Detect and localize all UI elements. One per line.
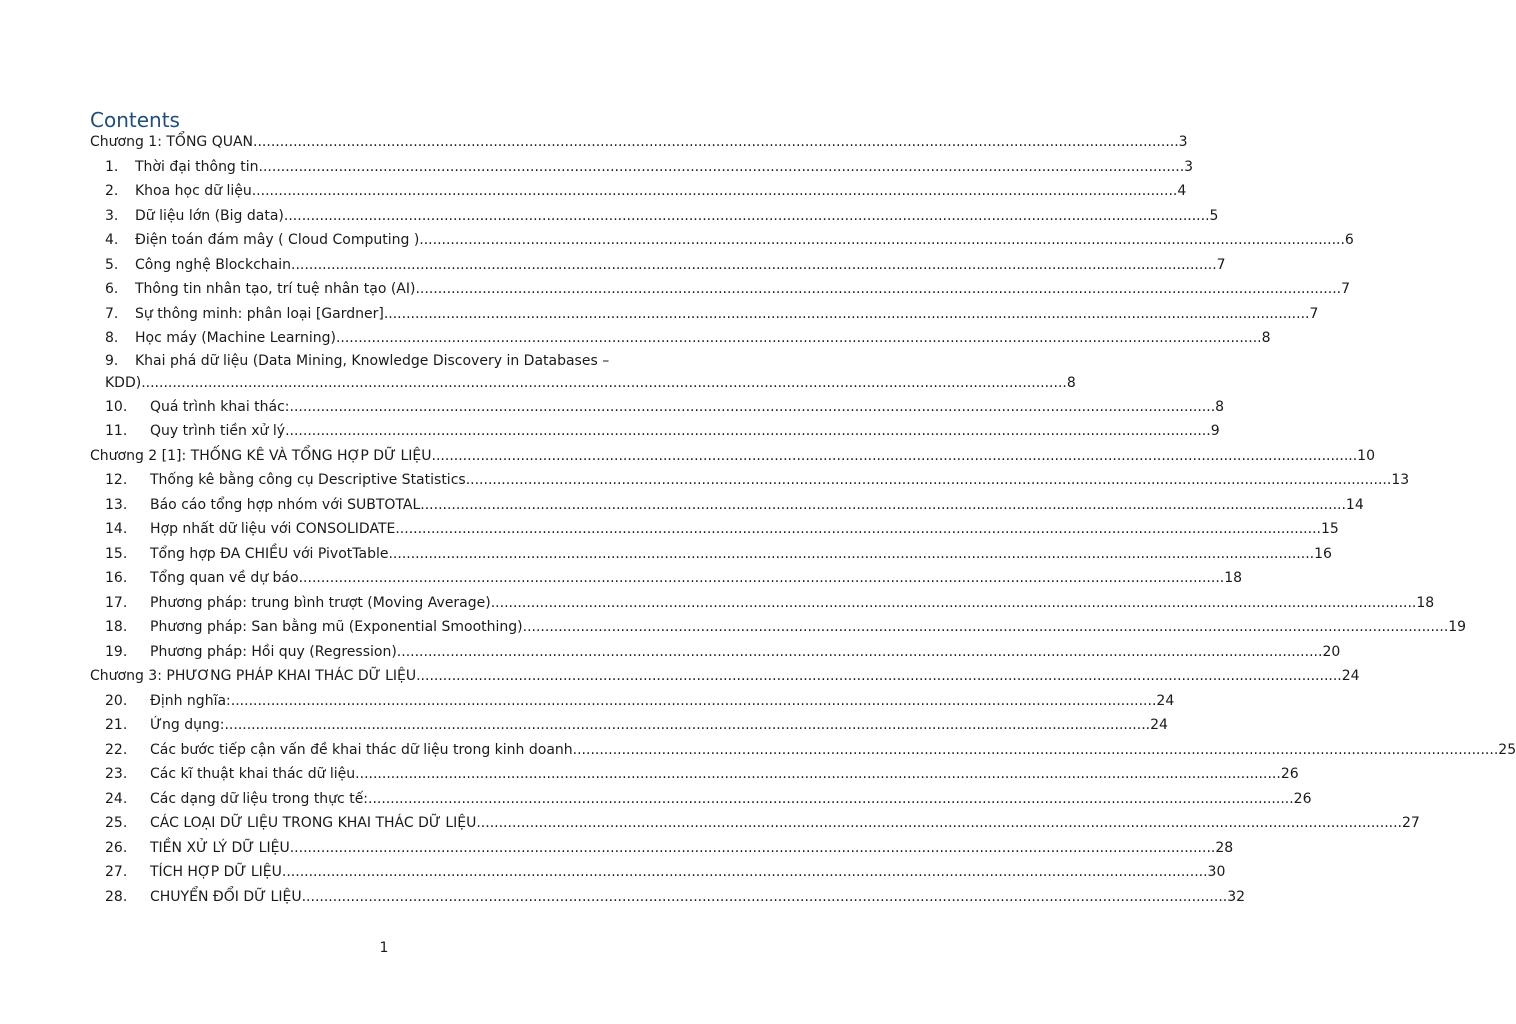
toc-entry-text: Phương pháp: trung bình trượt (Moving Average) [150, 594, 491, 611]
toc-entry[interactable] [90, 277, 1351, 302]
toc-entry[interactable] [90, 517, 1339, 542]
toc-entry[interactable] [90, 493, 1364, 518]
toc-entry-page: 28 [1215, 839, 1234, 856]
toc-entry-page: 8 [1215, 398, 1225, 415]
toc-entry-number: 28. [105, 888, 128, 905]
toc-leader-dots [368, 787, 1294, 812]
toc-entry-page: 32 [1227, 888, 1246, 905]
toc-entry[interactable] [90, 395, 1225, 420]
toc-leader-dots [420, 493, 1346, 518]
toc-entry-page: 3 [1184, 158, 1194, 175]
toc-entry[interactable] [90, 738, 1516, 763]
toc-entry-number: 21. [105, 717, 128, 733]
toc-leader-dots [302, 885, 1228, 910]
toc-leader-dots [419, 228, 1345, 253]
toc-entry-text: Thông tin nhân tạo, trí tuệ nhân tạo (AI) [135, 281, 416, 297]
toc-leader-dots [231, 689, 1157, 714]
toc-leader-dots [415, 277, 1341, 302]
toc-entry-text: Công nghệ Blockchain [135, 256, 292, 273]
toc-entry[interactable] [90, 326, 1271, 351]
toc-entry[interactable] [90, 885, 1246, 910]
toc-entry-page: 6 [1344, 232, 1354, 248]
toc-entry-number: 9. [105, 352, 119, 369]
toc-entry-text: Tổng hợp ĐA CHIỀU với PivotTable [150, 545, 389, 562]
toc-entry-number: 10. [105, 398, 128, 415]
toc-entry-page: 26 [1293, 790, 1312, 807]
toc-entry-number: 23. [105, 766, 128, 782]
toc-entry-number: 13. [105, 496, 128, 513]
toc-entry[interactable] [90, 542, 1332, 567]
toc-leader-dots [523, 615, 1449, 640]
toc-entry-text: Định nghĩa: [150, 692, 231, 709]
toc-entry[interactable] [90, 204, 1219, 229]
toc-entry[interactable] [90, 591, 1435, 616]
toc-entry[interactable] [90, 228, 1354, 253]
toc-leader-dots [224, 713, 1150, 738]
toc-entry[interactable] [90, 860, 1226, 885]
toc-entry-page: 20 [1322, 643, 1341, 660]
toc-leader-dots [291, 253, 1217, 278]
toc-entry-page: 3 [1178, 134, 1188, 150]
toc-leader-dots [384, 302, 1310, 327]
toc-leader-dots [432, 444, 1358, 469]
toc-entry-text: Phương pháp: Hồi quy (Regression) [150, 643, 397, 660]
toc-leader-dots [388, 542, 1314, 567]
toc-entry-number: 22. [105, 741, 128, 758]
toc-entry[interactable] [90, 762, 1299, 787]
toc-entry-text: Các dạng dữ liệu trong thực tế: [150, 790, 369, 807]
toc-leader-dots [416, 664, 1342, 689]
toc-entry-page: 4 [1177, 183, 1187, 199]
toc-leader-dots [491, 591, 1417, 616]
toc-entry-page: 24 [1156, 692, 1175, 709]
toc-entry-text: Chương 2 [1]: THỐNG KÊ VÀ TỔNG HỢP DỮ LIỆU [90, 447, 432, 464]
toc-entry-page: 7 [1309, 305, 1319, 322]
toc-leader-dots [336, 326, 1262, 351]
toc-entry-number: 11. [105, 423, 128, 439]
toc-entry-number: 24. [105, 790, 128, 807]
toc-entry-page: 15 [1320, 521, 1339, 537]
toc-entry-text: Ứng dụng: [150, 717, 225, 733]
toc-entry-page: 26 [1280, 766, 1299, 782]
toc-entry-text: Các kĩ thuật khai thác dữ liệu [150, 766, 356, 782]
toc-entry-page: 7 [1341, 281, 1351, 297]
toc-entry-text: Báo cáo tổng hợp nhóm với SUBTOTAL [150, 496, 421, 513]
toc-entry-text: Dữ liệu lớn (Big data) [135, 207, 284, 224]
toc-leader-dots [397, 640, 1323, 665]
toc-entry-number: 14. [105, 521, 128, 537]
toc-entry-text: Tổng quan về dự báo [150, 570, 299, 586]
toc-entry[interactable] [90, 689, 1175, 714]
toc-entry-page: 10 [1357, 447, 1375, 464]
toc-entry-text: Hợp nhất dữ liệu với CONSOLIDATE [150, 521, 396, 537]
toc-entry-page: 24 [1341, 668, 1360, 684]
toc-entry-number: 16. [105, 570, 128, 586]
toc-entry-number: 1. [105, 158, 119, 175]
toc-leader-dots [290, 836, 1216, 861]
toc-leader-dots [252, 179, 1178, 204]
toc-entry[interactable] [90, 811, 1420, 836]
toc-leader-dots [259, 155, 1185, 180]
toc-entry[interactable] [90, 468, 1410, 493]
toc-entry-text: Khoa học dữ liệu [135, 183, 252, 199]
toc-entry-text: Quy trình tiền xử lý [150, 423, 286, 439]
toc-entry-page: 18 [1416, 594, 1435, 611]
toc-entry[interactable] [90, 302, 1319, 327]
toc-entry[interactable] [90, 713, 1168, 738]
page-number: 1 [379, 940, 389, 956]
toc-entry-page: 14 [1345, 496, 1364, 513]
toc-entry[interactable] [90, 566, 1243, 591]
toc-entry-number: 3. [105, 207, 119, 224]
toc-entry-page: 8 [1066, 374, 1076, 391]
toc-leader-dots [290, 395, 1216, 420]
toc-leader-dots [466, 468, 1392, 493]
toc-entry-number: 5. [105, 256, 119, 273]
toc-entry[interactable] [90, 836, 1234, 861]
toc-entry-page: 8 [1261, 330, 1271, 346]
toc-chapter-entry[interactable] [90, 444, 1375, 469]
toc-entry-number: 7. [105, 305, 119, 322]
toc-entry-text: Các bước tiếp cận vấn đề khai thác dữ liệu trong kinh doanh [150, 741, 573, 758]
toc-entry-page: 18 [1224, 570, 1243, 586]
toc-entry-text: Học máy (Machine Learning) [135, 330, 336, 346]
toc-entry-text: Khai phá dữ liệu (Data Mining, Knowledge Discovery in Databases – [135, 352, 610, 369]
toc-entry-text: TIỀN XỬ LÝ DỮ LIỆU [150, 839, 290, 856]
toc-leader-dots [299, 566, 1225, 591]
toc-entry-text: Phương pháp: San bằng mũ (Exponential Smoothing) [150, 619, 523, 635]
toc-entry-number: 20. [105, 692, 128, 709]
toc-leader-dots [141, 371, 1067, 395]
toc-entry-text: Thống kê bằng công cụ Descriptive Statistics [150, 472, 466, 488]
toc-entry[interactable] [90, 640, 1341, 665]
toc-entry-page: 30 [1207, 864, 1226, 880]
toc-entry[interactable] [90, 253, 1226, 278]
toc-leader-dots [476, 811, 1402, 836]
toc-entry[interactable] [90, 351, 678, 371]
toc-entry-page: 5 [1209, 207, 1219, 224]
toc-entry-number: 12. [105, 472, 128, 488]
toc-entry-number: 18. [105, 619, 128, 635]
toc-entry-page: 7 [1216, 256, 1226, 273]
toc-entry-page: 24 [1150, 717, 1168, 733]
toc-leader-dots [355, 762, 1281, 787]
toc-entry-number: 17. [105, 594, 128, 611]
toc-entry-page: 25 [1498, 741, 1516, 758]
toc-chapter-entry[interactable] [90, 130, 1188, 155]
toc-entry-text: Thời đại thông tin [135, 158, 259, 175]
toc-entry[interactable] [90, 787, 1312, 812]
toc-entry[interactable] [90, 419, 1220, 444]
toc-entry[interactable] [90, 615, 1467, 640]
toc-entry-page: 19 [1448, 619, 1467, 635]
toc-entry-text: TÍCH HỢP DỮ LIỆU [150, 864, 282, 880]
toc-leader-dots [253, 130, 1179, 155]
toc-entry-number: 2. [105, 183, 119, 199]
toc-title: Contents [90, 108, 180, 132]
toc-entry-number: 15. [105, 545, 128, 562]
table-of-contents [90, 130, 1516, 909]
toc-entry-text: CÁC LOẠI DỮ LIỆU TRONG KHAI THÁC DỮ LIỆU [150, 815, 477, 831]
toc-leader-dots [282, 860, 1208, 885]
toc-entry-page: 9 [1210, 423, 1220, 439]
toc-entry-text: Quá trình khai thác: [150, 398, 290, 415]
toc-entry[interactable] [90, 179, 1187, 204]
toc-entry-number: 6. [105, 281, 119, 297]
toc-entry-text: Sự thông minh: phân loại [Gardner] [135, 305, 384, 322]
toc-leader-dots [573, 738, 1499, 763]
toc-entry-number: 27. [105, 864, 128, 880]
toc-entry-page: 16 [1314, 545, 1332, 562]
toc-entry-number: 4. [105, 232, 119, 248]
toc-entry-number: 8. [105, 330, 119, 346]
toc-entry-text: CHUYỂN ĐỔI DỮ LIỆU [150, 888, 302, 905]
toc-leader-dots [284, 204, 1210, 229]
toc-entry-page: 27 [1402, 815, 1420, 831]
toc-entry-number: 26. [105, 839, 128, 856]
toc-leader-dots [285, 419, 1211, 444]
toc-entry-text: KDD) [105, 374, 142, 391]
toc-entry-text: Điện toán đám mây ( Cloud Computing ) [135, 232, 420, 248]
toc-entry-continuation[interactable] [90, 371, 1076, 395]
toc-entry-text: Chương 1: TỔNG QUAN [90, 134, 254, 150]
toc-entry-number: 19. [105, 643, 128, 660]
toc-entry-text: Chương 3: PHƯƠNG PHÁP KHAI THÁC DỮ LIỆU [90, 668, 417, 684]
toc-leader-dots [395, 517, 1321, 542]
toc-chapter-entry[interactable] [90, 664, 1360, 689]
toc-entry[interactable] [90, 155, 1194, 180]
toc-entry-page: 13 [1391, 472, 1410, 488]
toc-entry-number: 25. [105, 815, 128, 831]
